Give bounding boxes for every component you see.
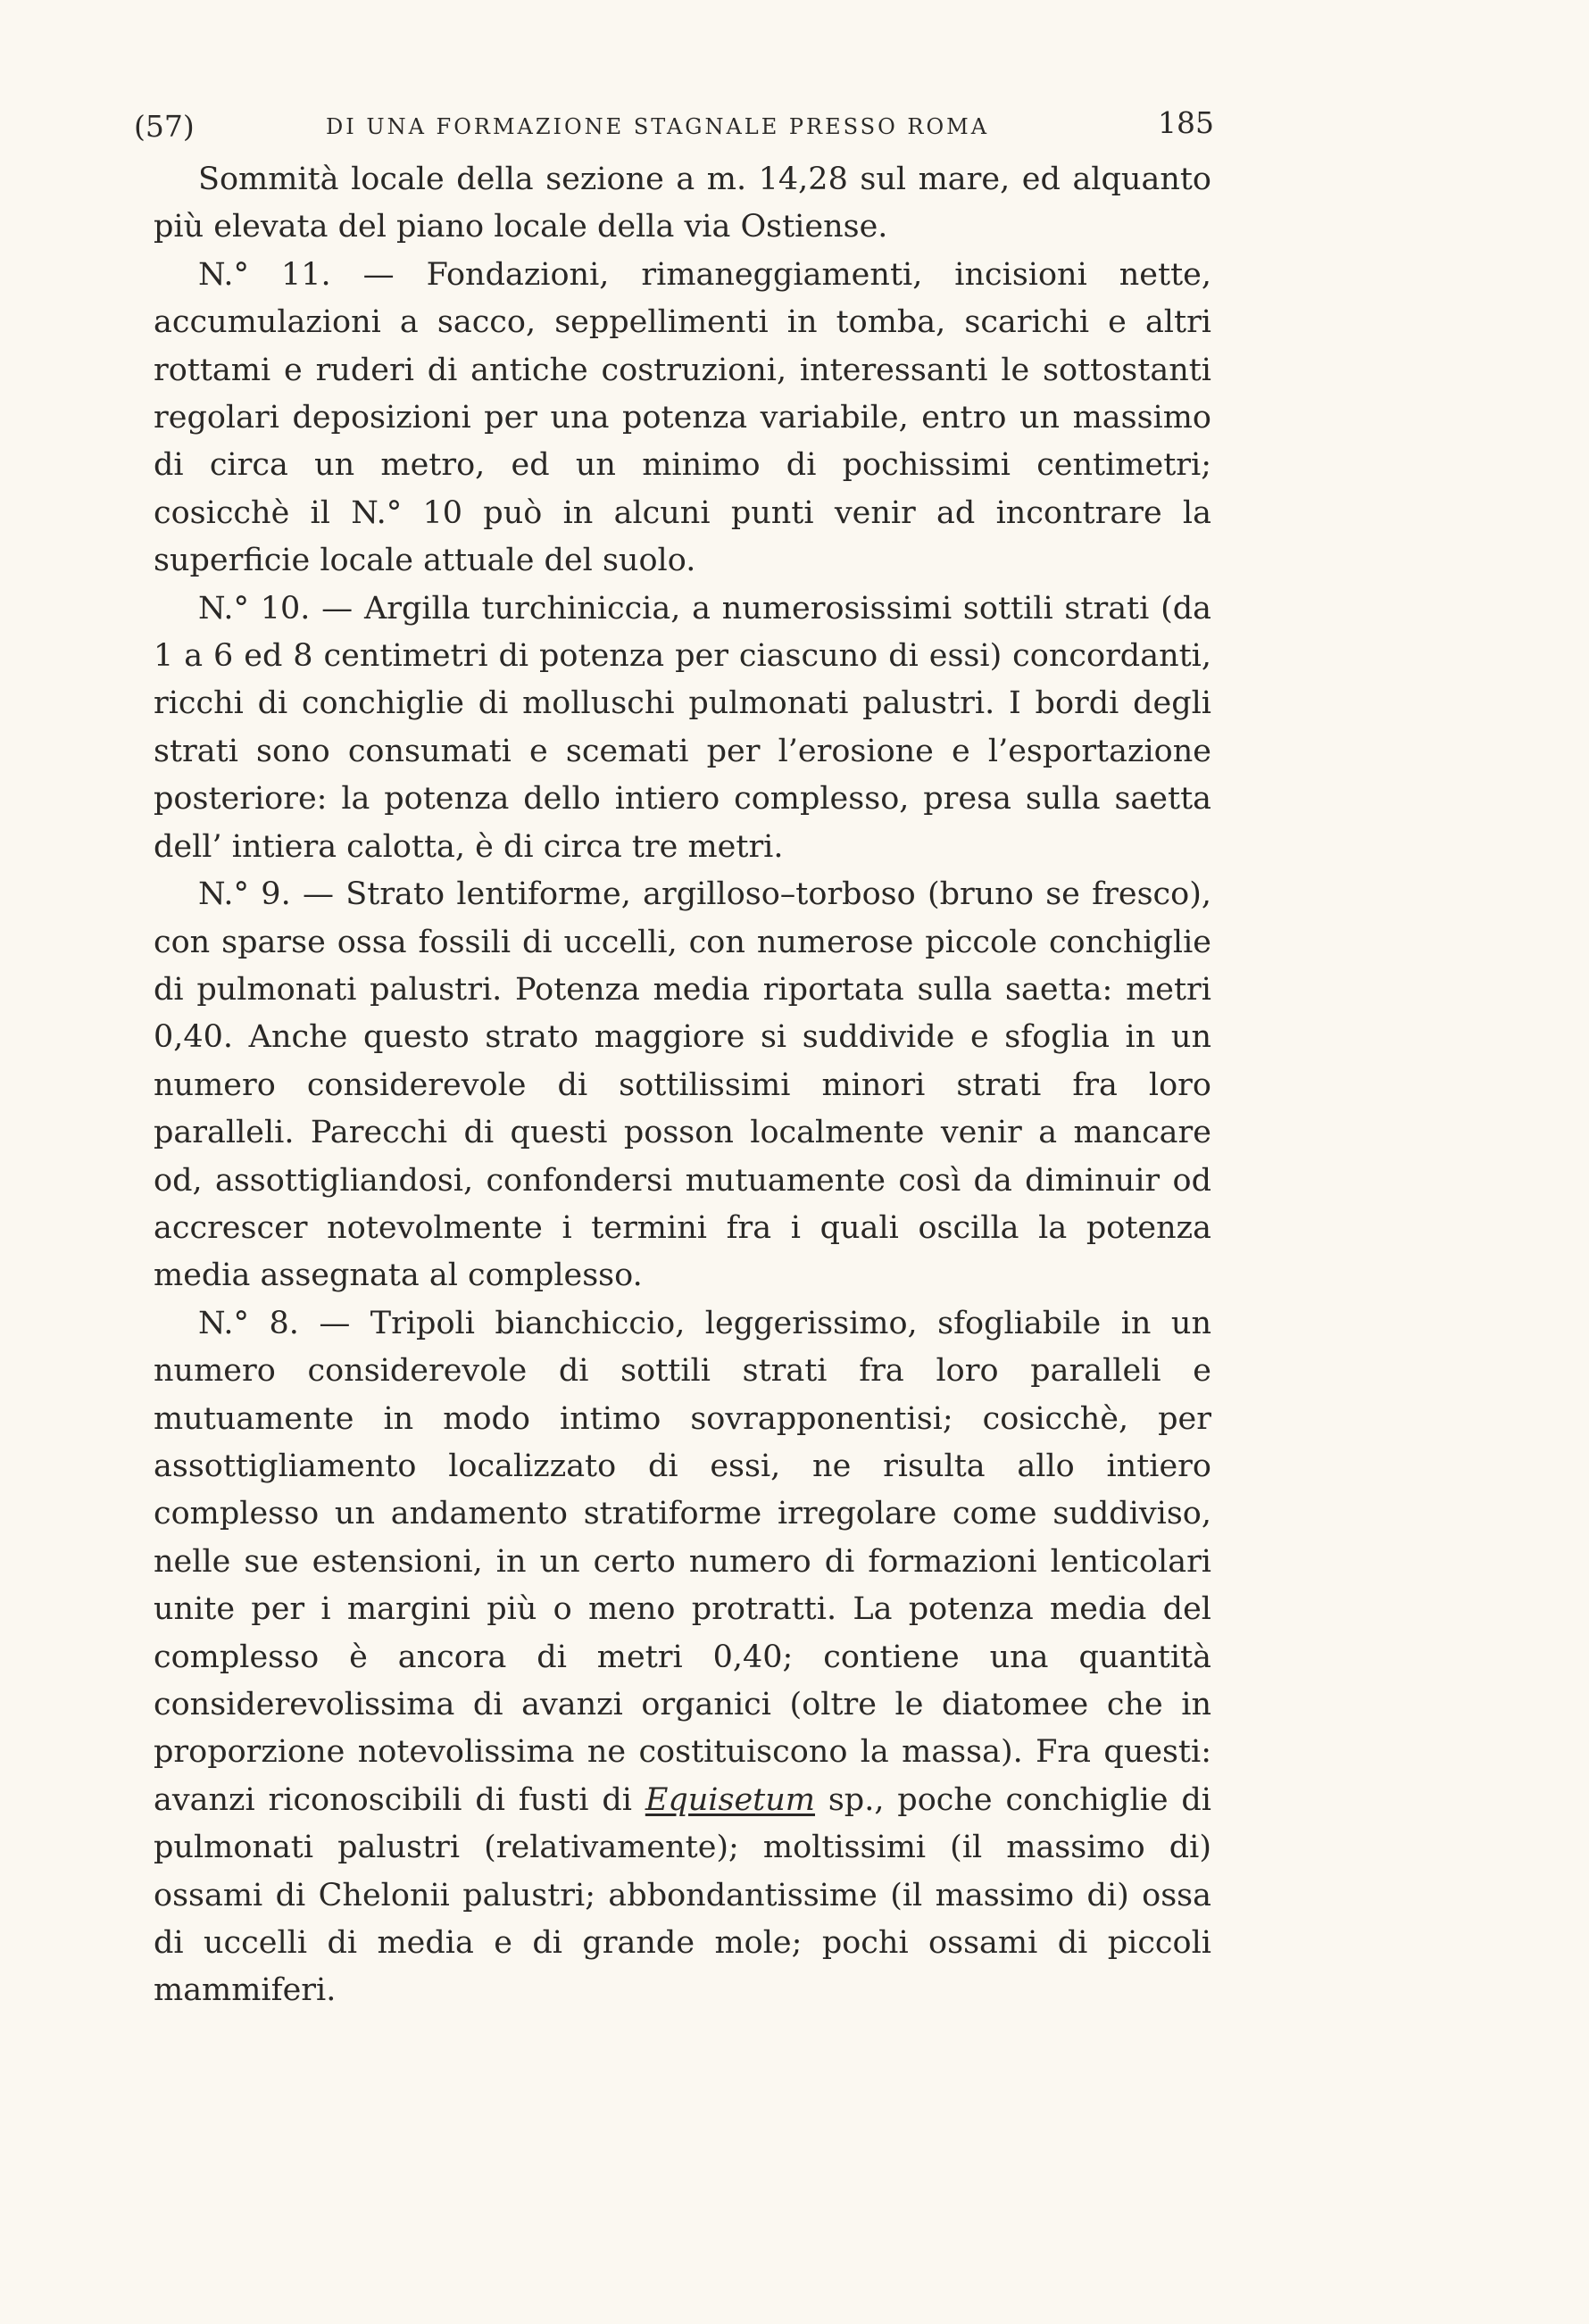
paragraph-summit: Sommità locale della sezione a m. 14,28 sul mare, ed alquanto più elevata del piano locale della via Ostiense.: [154, 162, 1211, 245]
paragraph-layer-8-part-2: sp., poche conchiglie di pulmonati palustri (relativamente); moltissimi (il massimo di) ossami di Chelonii palustri; abbondantissime (il massimo di) ossa di uccelli di media e di grande mole; pochi ossami di piccoli mammiferi.: [154, 1781, 1211, 2009]
header-title: DI UNA FORMAZIONE STAGNALE PRESSO ROMA: [326, 114, 990, 139]
header-section-number: (57): [134, 109, 195, 144]
page-number: 185: [1158, 105, 1214, 140]
running-header: [134, 105, 1214, 150]
paragraph-layer-8: [154, 1300, 1211, 2015]
paragraph-layer-10: N.° 10. — Argilla turchiniccia, a numerosissimi sottili strati (da 1 a 6 ed 8 centimetri di potenza per ciascuno di essi) concordanti, ricchi di conchiglie di molluschi pulmonati palustri. I bordi degli strati sono consumati e scemati per l’erosione e l’esportazione posteriore: la potenza dello intiero complesso, presa sulla saetta dell’ intiera calotta, è di circa tre metri.: [154, 590, 1211, 865]
paragraph-layer-8-part-1: N.° 8. — Tripoli bianchiccio, leggerissimo, sfogliabile in un numero considerevole di sottili strati fra loro paralleli e mutuamente in modo intimo sovrapponentisi; cosicchè, per assottigliamento localizzato di essi, ne risulta allo intiero complesso un andamento stratiforme irregolare come suddiviso, nelle sue estensioni, in un certo numero di formazioni lenticolari unite per i margini più o meno protratti. La potenza media del complesso è ancora di metri 0,40; contiene una quantità considerevolissima di avanzi organici (oltre le diatomee che in proporzione notevolissima ne costituiscono la massa). Fra questi: avanzi riconoscibili di fusti di: [154, 1305, 1211, 1818]
taxon-name: Equisetum: [645, 1781, 815, 1818]
paragraph-layer-11: N.° 11. — Fondazioni, rimaneggiamenti, incisioni nette, accumulazioni a sacco, seppellimenti in tomba, scarichi e altri rottami e ruderi di antiche costruzioni, interessanti le sottostanti regolari deposizioni per una potenza variabile, entro un massimo di circa un metro, ed un minimo di pochissimi centimetri; cosicchè il N.° 10 può in alcuni punti venir ad incontrare la superficie locale attuale del suolo.: [154, 256, 1211, 579]
paragraph-layer-9: N.° 9. — Strato lentiforme, argilloso–torboso (bruno se fresco), con sparse ossa fossili di uccelli, con numerose piccole conchiglie di pulmonati palustri. Potenza media riportata sulla saetta: metri 0,40. Anche questo strato maggiore si suddivide e sfoglia in un numero considerevole di sottilissimi minori strati fra loro paralleli. Parecchi di questi posson localmente venir a mancare od, assottigliandosi, confondersi mutuamente così da diminuir od accrescer notevolmente i termini fra i quali oscilla la potenza media assegnata al complesso.: [154, 876, 1211, 1294]
main-text: [154, 156, 1211, 2015]
